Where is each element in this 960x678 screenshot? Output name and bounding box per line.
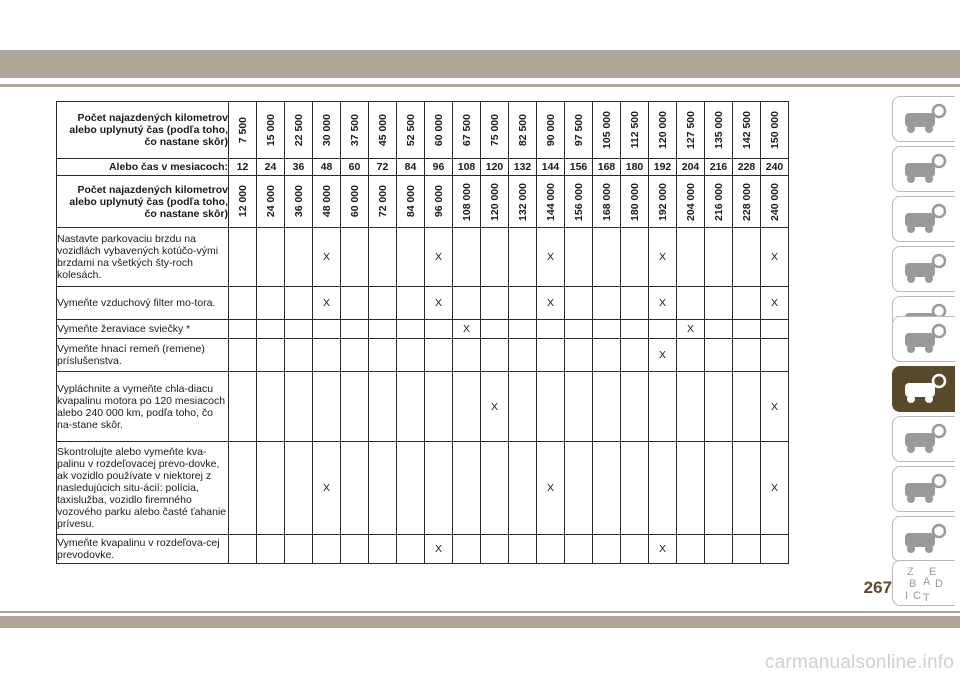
schedule-cell	[285, 228, 313, 287]
maintenance-task: Vymeňte žeraviace sviečky *	[57, 320, 229, 339]
km-column-header-label: 135 000	[712, 111, 725, 149]
schedule-cell	[621, 287, 649, 320]
schedule-cell: X	[649, 228, 677, 287]
months-column-header: 132	[509, 159, 537, 176]
schedule-cell: X	[537, 287, 565, 320]
schedule-cell	[733, 228, 761, 287]
km-header-row	[57, 102, 789, 159]
schedule-cell	[425, 320, 453, 339]
schedule-cell: X	[761, 287, 789, 320]
km2-column-header-12	[537, 176, 565, 228]
km2-column-header-8	[425, 176, 453, 228]
km-header-label: Počet najazdených kilometrov alebo uplynutý čas (podľa toho, čo nastane skôr)	[57, 102, 229, 159]
schedule-cell	[537, 339, 565, 372]
svg-text:D: D	[935, 578, 943, 590]
months-column-header: 120	[481, 159, 509, 176]
car-service-tools-tab[interactable]	[892, 366, 955, 412]
schedule-cell	[733, 320, 761, 339]
schedule-cell	[761, 320, 789, 339]
km2-column-header-15	[621, 176, 649, 228]
schedule-cell	[705, 228, 733, 287]
km2-column-header-16	[649, 176, 677, 228]
km2-column-header-3	[285, 176, 313, 228]
km-column-header-8	[425, 102, 453, 159]
schedule-cell	[341, 535, 369, 564]
km2-column-header-label: 60 000	[348, 185, 361, 218]
alphabet-index-tab[interactable]	[892, 560, 955, 606]
schedule-cell	[313, 339, 341, 372]
km-column-header-label: 120 000	[656, 111, 669, 149]
schedule-cell	[229, 442, 257, 535]
schedule-cell	[621, 372, 649, 442]
schedule-cell: X	[453, 320, 481, 339]
schedule-cell	[369, 339, 397, 372]
months-column-header: 60	[341, 159, 369, 176]
km-column-header-label: 15 000	[264, 113, 277, 147]
schedule-cell	[593, 535, 621, 564]
car-breakdown-tab[interactable]	[892, 316, 955, 362]
km-column-header-3	[285, 102, 313, 159]
km-column-header-15	[621, 102, 649, 159]
table-row	[57, 339, 789, 372]
schedule-cell	[537, 372, 565, 442]
schedule-cell	[257, 442, 285, 535]
schedule-cell	[229, 535, 257, 564]
schedule-cell	[509, 287, 537, 320]
schedule-cell	[229, 320, 257, 339]
schedule-cell	[397, 320, 425, 339]
schedule-cell: X	[761, 228, 789, 287]
schedule-cell	[761, 535, 789, 564]
km2-column-header-1	[229, 176, 257, 228]
schedule-cell	[677, 228, 705, 287]
schedule-cell	[621, 535, 649, 564]
schedule-cell	[733, 287, 761, 320]
schedule-cell: X	[677, 320, 705, 339]
schedule-cell	[257, 535, 285, 564]
km2-column-header-4	[313, 176, 341, 228]
km2-column-header-14	[593, 176, 621, 228]
schedule-cell	[397, 287, 425, 320]
table-row	[57, 228, 789, 287]
schedule-cell	[705, 372, 733, 442]
schedule-cell	[229, 372, 257, 442]
months-column-header: 36	[285, 159, 313, 176]
km2-column-header-label: 204 000	[684, 182, 697, 221]
schedule-cell	[593, 339, 621, 372]
schedule-cell	[649, 320, 677, 339]
multimedia-music-icon	[899, 469, 949, 509]
months-column-header: 192	[649, 159, 677, 176]
schedule-cell	[733, 442, 761, 535]
schedule-cell	[341, 320, 369, 339]
schedule-cell	[369, 535, 397, 564]
schedule-cell	[285, 535, 313, 564]
schedule-cell	[285, 442, 313, 535]
schedule-cell: X	[649, 535, 677, 564]
km2-column-header-9	[453, 176, 481, 228]
schedule-cell	[593, 228, 621, 287]
km-column-header-label: 90 000	[544, 113, 557, 147]
km2-header-row	[57, 176, 789, 228]
schedule-cell	[257, 228, 285, 287]
km2-column-header-18	[705, 176, 733, 228]
schedule-cell	[369, 372, 397, 442]
km2-column-header-label: 24 000	[264, 185, 277, 218]
km2-column-header-label: 180 000	[628, 182, 641, 221]
schedule-cell	[257, 320, 285, 339]
km-column-header-2	[257, 102, 285, 159]
svg-text:C: C	[913, 590, 921, 602]
schedule-cell	[733, 535, 761, 564]
table-row	[57, 287, 789, 320]
maintenance-task: Vymeňte vzduchový filter mo-tora.	[57, 287, 229, 320]
schedule-cell	[705, 287, 733, 320]
km2-column-header-label: 192 000	[656, 182, 669, 221]
schedule-cell	[397, 535, 425, 564]
schedule-cell: X	[425, 228, 453, 287]
months-column-header: 12	[229, 159, 257, 176]
km2-column-header-6	[369, 176, 397, 228]
km-column-header-12	[537, 102, 565, 159]
schedule-cell	[509, 320, 537, 339]
schedule-cell	[565, 372, 593, 442]
km2-column-header-20	[761, 176, 789, 228]
schedule-cell	[285, 287, 313, 320]
schedule-cell	[621, 339, 649, 372]
header-rule	[0, 84, 960, 87]
page-number: 267	[863, 578, 892, 597]
km2-column-header-5	[341, 176, 369, 228]
maintenance-task: Vypláchnite a vymeňte chla-diacu kvapalinu motora po 120 mesiacoch alebo 240 000 km, podľa toho, čo na-stane skôr.	[57, 372, 229, 442]
schedule-cell	[481, 535, 509, 564]
schedule-cell	[369, 320, 397, 339]
km-column-header-20	[761, 102, 789, 159]
schedule-cell	[425, 372, 453, 442]
schedule-cell	[341, 287, 369, 320]
schedule-cell	[481, 339, 509, 372]
months-column-header: 48	[313, 159, 341, 176]
schedule-cell	[229, 228, 257, 287]
months-column-header: 156	[565, 159, 593, 176]
km2-column-header-13	[565, 176, 593, 228]
schedule-cell	[509, 535, 537, 564]
months-column-header: 72	[369, 159, 397, 176]
maintenance-task: Vymeňte kvapalinu v rozdeľova-cej prevodovke.	[57, 535, 229, 564]
schedule-cell	[565, 320, 593, 339]
km2-column-header-label: 96 000	[432, 185, 445, 218]
km-column-header-16	[649, 102, 677, 159]
svg-text:A: A	[923, 576, 931, 588]
km-column-header-label: 105 000	[600, 111, 613, 149]
schedule-cell: X	[425, 287, 453, 320]
schedule-cell	[677, 535, 705, 564]
schedule-cell	[649, 442, 677, 535]
km2-column-header-11	[509, 176, 537, 228]
dashboard-lights-icon	[899, 199, 949, 239]
schedule-cell	[313, 535, 341, 564]
km2-column-header-2	[257, 176, 285, 228]
alphabet-index-icon	[899, 563, 949, 603]
km-column-header-4	[313, 102, 341, 159]
schedule-cell	[705, 442, 733, 535]
km-column-header-label: 82 500	[516, 113, 529, 147]
km-column-header-13	[565, 102, 593, 159]
months-header-label: Alebo čas v mesiacoch:	[57, 159, 229, 176]
schedule-cell: X	[761, 372, 789, 442]
schedule-cell: X	[761, 442, 789, 535]
schedule-cell	[257, 339, 285, 372]
schedule-cell	[593, 287, 621, 320]
months-column-header: 84	[397, 159, 425, 176]
schedule-cell	[313, 320, 341, 339]
schedule-cell	[285, 320, 313, 339]
km-column-header-11	[509, 102, 537, 159]
km2-column-header-label: 132 000	[516, 182, 529, 221]
schedule-cell	[341, 228, 369, 287]
footer-rule	[0, 611, 960, 613]
km2-column-header-label: 84 000	[404, 185, 417, 218]
seatbelt-airbag-icon	[899, 249, 949, 289]
schedule-cell: X	[425, 535, 453, 564]
table-row	[57, 372, 789, 442]
km2-column-header-label: 36 000	[292, 185, 305, 218]
km-column-header-label: 45 000	[376, 113, 389, 147]
schedule-cell	[453, 442, 481, 535]
km-column-header-label: 22 500	[292, 113, 305, 147]
km-column-header-label: 52 500	[404, 113, 417, 147]
settings-list-icon	[899, 419, 949, 459]
schedule-cell	[285, 372, 313, 442]
svg-text:B: B	[909, 578, 917, 590]
schedule-cell	[257, 287, 285, 320]
schedule-cell	[509, 442, 537, 535]
settings-list-tab[interactable]	[892, 416, 955, 462]
car-info-icon	[899, 149, 949, 189]
schedule-cell	[369, 228, 397, 287]
table-row	[57, 535, 789, 564]
schedule-cell	[397, 228, 425, 287]
schedule-cell	[621, 228, 649, 287]
schedule-cell	[565, 442, 593, 535]
km2-column-header-label: 48 000	[320, 185, 333, 218]
footer-band	[0, 616, 960, 628]
km2-column-header-label: 108 000	[460, 182, 473, 221]
km2-column-header-label: 216 000	[712, 182, 725, 221]
schedule-cell	[481, 287, 509, 320]
schedule-cell	[565, 339, 593, 372]
km-column-header-label: 142 500	[740, 111, 753, 149]
schedule-cell: X	[649, 339, 677, 372]
schedule-cell	[509, 228, 537, 287]
schedule-cell	[537, 535, 565, 564]
months-column-header: 240	[761, 159, 789, 176]
schedule-cell: X	[649, 287, 677, 320]
km-column-header-label: 37 500	[348, 113, 361, 147]
months-column-header: 24	[257, 159, 285, 176]
months-column-header: 168	[593, 159, 621, 176]
months-column-header: 204	[677, 159, 705, 176]
schedule-cell	[481, 320, 509, 339]
km2-column-header-label: 228 000	[740, 182, 753, 221]
km2-column-header-label: 168 000	[600, 182, 613, 221]
table-row	[57, 442, 789, 535]
months-column-header: 180	[621, 159, 649, 176]
multimedia-music-tab[interactable]	[892, 466, 955, 512]
km-column-header-17	[677, 102, 705, 159]
months-column-header: 108	[453, 159, 481, 176]
header-band	[0, 50, 960, 78]
km2-column-header-label: 144 000	[544, 182, 557, 221]
km-column-header-9	[453, 102, 481, 159]
car-warning-icon	[899, 99, 949, 139]
schedule-cell: X	[537, 228, 565, 287]
schedule-cell	[453, 339, 481, 372]
schedule-cell	[257, 372, 285, 442]
table-row	[57, 320, 789, 339]
maintenance-task: Skontrolujte alebo vymeňte kva-palinu v rozdeľovacej prevo-dovke, ak vozidlo používate v niektorej z nasledujúcich situ-ácií: polícia, taxislužba, vozidlo firemného vozového parku alebo časté ťahanie prívesu.	[57, 442, 229, 535]
schedule-cell	[397, 339, 425, 372]
km2-header-label: Počet najazdených kilometrov alebo uplynutý čas (podľa toho, čo nastane skôr)	[57, 176, 229, 228]
km-column-header-5	[341, 102, 369, 159]
schedule-cell	[313, 372, 341, 442]
svg-text:Z: Z	[907, 566, 914, 578]
km-column-header-label: 7 500	[236, 116, 249, 144]
km-column-header-6	[369, 102, 397, 159]
maintenance-task: Nastavte parkovaciu brzdu na vozidlách vybavených kotúčo-vými brzdami na všetkých šty-roch kolesách.	[57, 228, 229, 287]
schedule-cell	[705, 339, 733, 372]
schedule-cell	[229, 287, 257, 320]
km2-column-header-label: 120 000	[488, 182, 501, 221]
schedule-cell	[733, 339, 761, 372]
schedule-cell	[565, 535, 593, 564]
km-column-header-10	[481, 102, 509, 159]
car-breakdown-icon	[899, 319, 949, 359]
schedule-cell	[733, 372, 761, 442]
km2-column-header-7	[397, 176, 425, 228]
search-index-icon	[899, 519, 949, 559]
schedule-cell	[509, 339, 537, 372]
maintenance-schedule-table	[56, 101, 789, 564]
km-column-header-19	[733, 102, 761, 159]
schedule-cell: X	[313, 442, 341, 535]
schedule-cell	[341, 339, 369, 372]
schedule-cell	[229, 339, 257, 372]
km-column-header-14	[593, 102, 621, 159]
km2-column-header-10	[481, 176, 509, 228]
schedule-cell	[481, 442, 509, 535]
schedule-cell: X	[313, 287, 341, 320]
km2-column-header-label: 240 000	[768, 182, 781, 221]
dashboard-lights-tab[interactable]	[892, 196, 955, 242]
km-column-header-label: 127 500	[684, 111, 697, 149]
schedule-cell	[621, 320, 649, 339]
km-column-header-18	[705, 102, 733, 159]
schedule-cell	[565, 228, 593, 287]
months-column-header: 216	[705, 159, 733, 176]
schedule-cell	[453, 535, 481, 564]
schedule-cell: X	[313, 228, 341, 287]
schedule-cell	[593, 442, 621, 535]
schedule-cell	[565, 287, 593, 320]
km-column-header-label: 75 000	[488, 113, 501, 147]
schedule-cell	[453, 372, 481, 442]
km-column-header-label: 97 500	[572, 113, 585, 147]
schedule-cell: X	[481, 372, 509, 442]
svg-text:I: I	[905, 590, 909, 602]
svg-text:E: E	[929, 566, 937, 578]
schedule-cell	[341, 442, 369, 535]
km-column-header-label: 30 000	[320, 113, 333, 147]
schedule-cell	[453, 228, 481, 287]
km2-column-header-17	[677, 176, 705, 228]
watermark-text: carmanualsonline.info	[764, 652, 954, 673]
schedule-cell	[705, 320, 733, 339]
schedule-cell	[677, 372, 705, 442]
km-column-header-1	[229, 102, 257, 159]
months-column-header: 96	[425, 159, 453, 176]
schedule-cell	[425, 339, 453, 372]
maintenance-task: Vymeňte hnací remeň (remene) príslušenstva.	[57, 339, 229, 372]
km-column-header-label: 150 000	[768, 111, 781, 149]
schedule-cell	[761, 339, 789, 372]
schedule-cell	[397, 442, 425, 535]
schedule-cell	[677, 339, 705, 372]
schedule-cell	[397, 372, 425, 442]
months-header-row	[57, 159, 789, 176]
search-index-tab[interactable]	[892, 516, 955, 562]
schedule-cell	[705, 535, 733, 564]
schedule-cell	[481, 228, 509, 287]
svg-text:T: T	[923, 592, 930, 603]
car-service-tools-icon	[899, 369, 949, 409]
schedule-cell	[593, 372, 621, 442]
km2-column-header-label: 156 000	[572, 182, 585, 221]
schedule-cell	[677, 442, 705, 535]
schedule-cell	[369, 442, 397, 535]
seatbelt-airbag-tab[interactable]	[892, 246, 955, 292]
schedule-cell	[621, 442, 649, 535]
schedule-cell	[677, 287, 705, 320]
schedule-cell	[285, 339, 313, 372]
schedule-cell: X	[537, 442, 565, 535]
months-column-header: 228	[733, 159, 761, 176]
km-column-header-label: 60 000	[432, 113, 445, 147]
km2-column-header-label: 12 000	[236, 185, 249, 218]
schedule-cell	[509, 372, 537, 442]
schedule-cell	[425, 442, 453, 535]
schedule-cell	[649, 372, 677, 442]
schedule-cell	[369, 287, 397, 320]
car-info-tab[interactable]	[892, 146, 955, 192]
km2-column-header-label: 72 000	[376, 185, 389, 218]
schedule-cell	[593, 320, 621, 339]
schedule-cell	[341, 372, 369, 442]
km2-column-header-19	[733, 176, 761, 228]
schedule-cell	[537, 320, 565, 339]
km-column-header-label: 112 500	[628, 111, 641, 149]
months-column-header: 144	[537, 159, 565, 176]
km-column-header-label: 67 500	[460, 113, 473, 147]
car-warning-tab[interactable]	[892, 96, 955, 142]
km-column-header-7	[397, 102, 425, 159]
schedule-cell	[453, 287, 481, 320]
